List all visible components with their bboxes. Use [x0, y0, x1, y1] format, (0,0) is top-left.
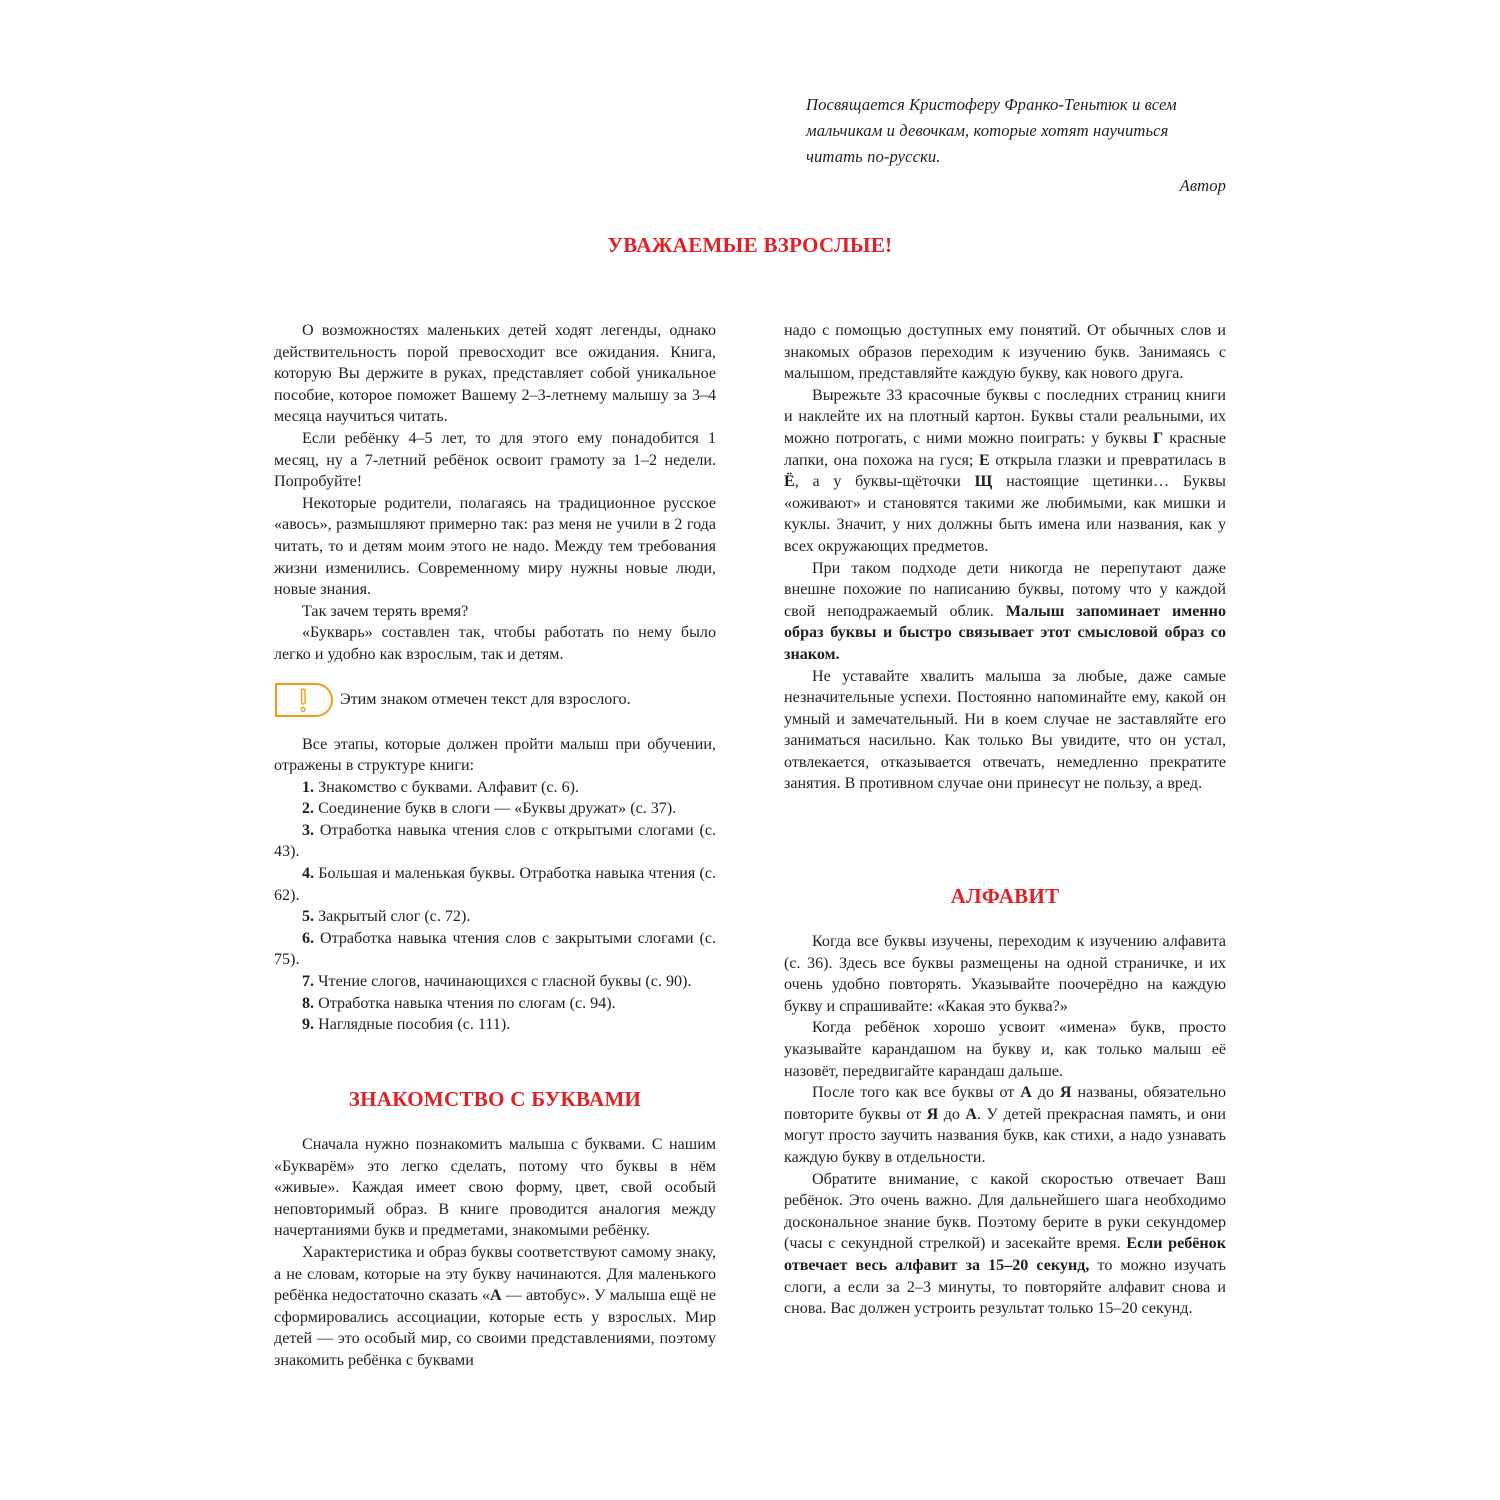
adult-sign-text: Этим знаком отмечен текст для взрослого.: [340, 690, 631, 708]
list-item: 5. Закрытый слог (с. 72).: [302, 908, 471, 926]
paragraph: надо с помощью доступных ему понятий. От обычных слов и знакомых образов переходим к изучению букв. Занимаясь с малышом, представляйте каждую букву, как нового друга.: [784, 322, 1226, 383]
paragraph: Когда все буквы изучены, переходим к изучению алфавита (с. 36). Здесь все буквы размещены на одной страничке, и их очень удобно повторять. Указывайте поочерёдно на каждую букву и спрашивайте: «Какая это буква?»: [784, 933, 1226, 1015]
heading-dear-adults: УВАЖАЕМЫЕ ВЗРОСЛЫЕ!: [607, 233, 893, 257]
list-item: 4. Большая и маленькая буквы. Отработка навыка чтения (с. 62).: [274, 865, 716, 904]
right-column: [784, 320, 1226, 795]
paragraph: «Букварь» составлен так, чтобы работать по нему было легко и удобно как взрослым, так и детям.: [274, 624, 716, 663]
heading-letters: ЗНАКОМСТВО С БУКВАМИ: [348, 1087, 642, 1111]
left-column: [274, 320, 716, 1036]
list-item: 7. Чтение слогов, начинающихся с гласной буквы (с. 90).: [302, 973, 692, 991]
paragraph: Если ребёнку 4–5 лет, то для этого ему понадобится 1 месяц, ну а 7-летний ребёнок освоит грамоту за 1–2 недели. Попробуйте!: [274, 429, 716, 491]
paragraph: После того как все буквы от А до Я названы, обязательно повторите буквы от Я до А. У детей прекрасная память, и они могут просто заучить названия букв, как стихи, а надо узнавать каждую букву в отдельности.: [784, 1084, 1226, 1166]
right-column-bottom: [784, 931, 1226, 1320]
dedication-text: Посвящается Кристоферу Франко-Теньтюк и всем мальчикам и девочкам, которые хотят научиться читать по-русски.: [806, 95, 1177, 166]
heading-alphabet: АЛФАВИТ: [950, 884, 1060, 908]
exclamation-tab-icon: [274, 682, 336, 718]
list-item: 6. Отработка навыка чтения слов с закрытыми слогами (с. 75).: [274, 929, 716, 969]
paragraph: Все этапы, которые должен пройти малыш при обучении, отражены в структуре книги:: [274, 735, 716, 775]
list-item: 9. Наглядные пособия (с. 111).: [302, 1016, 511, 1034]
paragraph: Сначала нужно познакомить малыша с буквами. С нашим «Букварём» это легко сделать, потому что буквы в нём «живые». Каждая имеет свою форму, цвет, свой особый неповторимый образ. В книге проводится аналогия между начертаниями букв и предметами, знакомыми ребёнку.: [274, 1136, 716, 1240]
list-item: 1. Знакомство с буквами. Алфавит (с. 6).: [302, 778, 580, 796]
list-item: 8. Отработка навыка чтения по слогам (с. 94).: [302, 994, 616, 1012]
paragraph: Не уставайте хвалить малыша за любые, даже самые незначительные успехи. Постоянно напоминайте ему, какой он умный и замечательный. Ни в коем случае не заставляйте его заниматься насильно. Как только Вы увидите, что он устал, отвлекается, отказывается отвечать, немедленно прекратите занятия. В противном случае они принесут не пользу, а вред.: [784, 667, 1226, 793]
left-column-bottom: [274, 1134, 716, 1372]
dedication: [806, 92, 1226, 199]
paragraph: Вырежьте 33 красочные буквы с последних страниц книги и наклейте их на плотный картон. Буквы стали реальными, их можно потрогать, с ними можно поиграть: у буквы Г красные лапки, она похожа на гуся; Е открыла глазки и превратилась в Ё, а у буквы-щёточки Щ настоящие щетинки… Буквы «оживают» и становятся такими же любимыми, как мишки и куклы. Значит, у них должны быть имена или названия, как у всех окружающих предметов.: [784, 386, 1226, 555]
paragraph: Обратите внимание, с какой скоростью отвечает Ваш ребёнок. Это очень важно. Для дальнейшего шага необходимо доскональное знание букв. Поэтому берите в руки секундомер (часы с секундной стрелкой) и засекайте время. Если ребёнок отвечает весь алфавит за 15–20 секунд, то можно изучать слоги, а если за 2–3 минуты, то повторяйте алфавит снова и снова. Вас должен устроить результат только 15–20 секунд.: [784, 1170, 1226, 1318]
paragraph: Так зачем терять время?: [302, 602, 469, 620]
dedication-author: Автор: [1179, 176, 1226, 195]
adult-sign-legend: [274, 680, 716, 720]
paragraph: Когда ребёнок хорошо усвоит «имена» букв, просто указывайте карандашом на букву и, как только малыш её назовёт, передвигайте карандаш дальше.: [784, 1019, 1226, 1080]
list-item: 2. Соединение букв в слоги — «Буквы дружат» (с. 37).: [302, 800, 677, 818]
paragraph: Характеристика и образ буквы соответствуют самому знаку, а не словам, которые на эту букву начинаются. Для маленького ребёнка недостаточно сказать «А — автобус». У малыша ещё не сформировались ассоциации, которые есть у взрослых. Мир детей — это особый мир, со своими представлениями, поэтому знакомить ребёнка с буквами: [274, 1243, 716, 1369]
paragraph: О возможностях маленьких детей ходят легенды, однако действительность порой превосходит все ожидания. Книга, которую Вы держите в руках, представляет собой уникальное пособие, которое поможет Вашему 2–3-летнему малышу за 3–4 месяца научиться читать.: [274, 322, 716, 426]
list-item: 3. Отработка навыка чтения слов с открытыми слогами (с. 43).: [274, 821, 716, 861]
paragraph: При таком подходе дети никогда не перепутают даже внешне похожие по написанию буквы, потому что у каждой свой неподражаемый облик. Малыш запоминает именно образ буквы и быстро связывает этот смысловой образ со знаком.: [784, 559, 1227, 663]
paragraph: Некоторые родители, полагаясь на традиционное русское «авось», размышляют примерно так: раз меня не учили в 2 года читать, то и детям моим этого не надо. Между тем требования жизни изменились. Современному миру нужны новые люди, новые знания.: [274, 494, 716, 599]
stage-list: [274, 777, 716, 1036]
